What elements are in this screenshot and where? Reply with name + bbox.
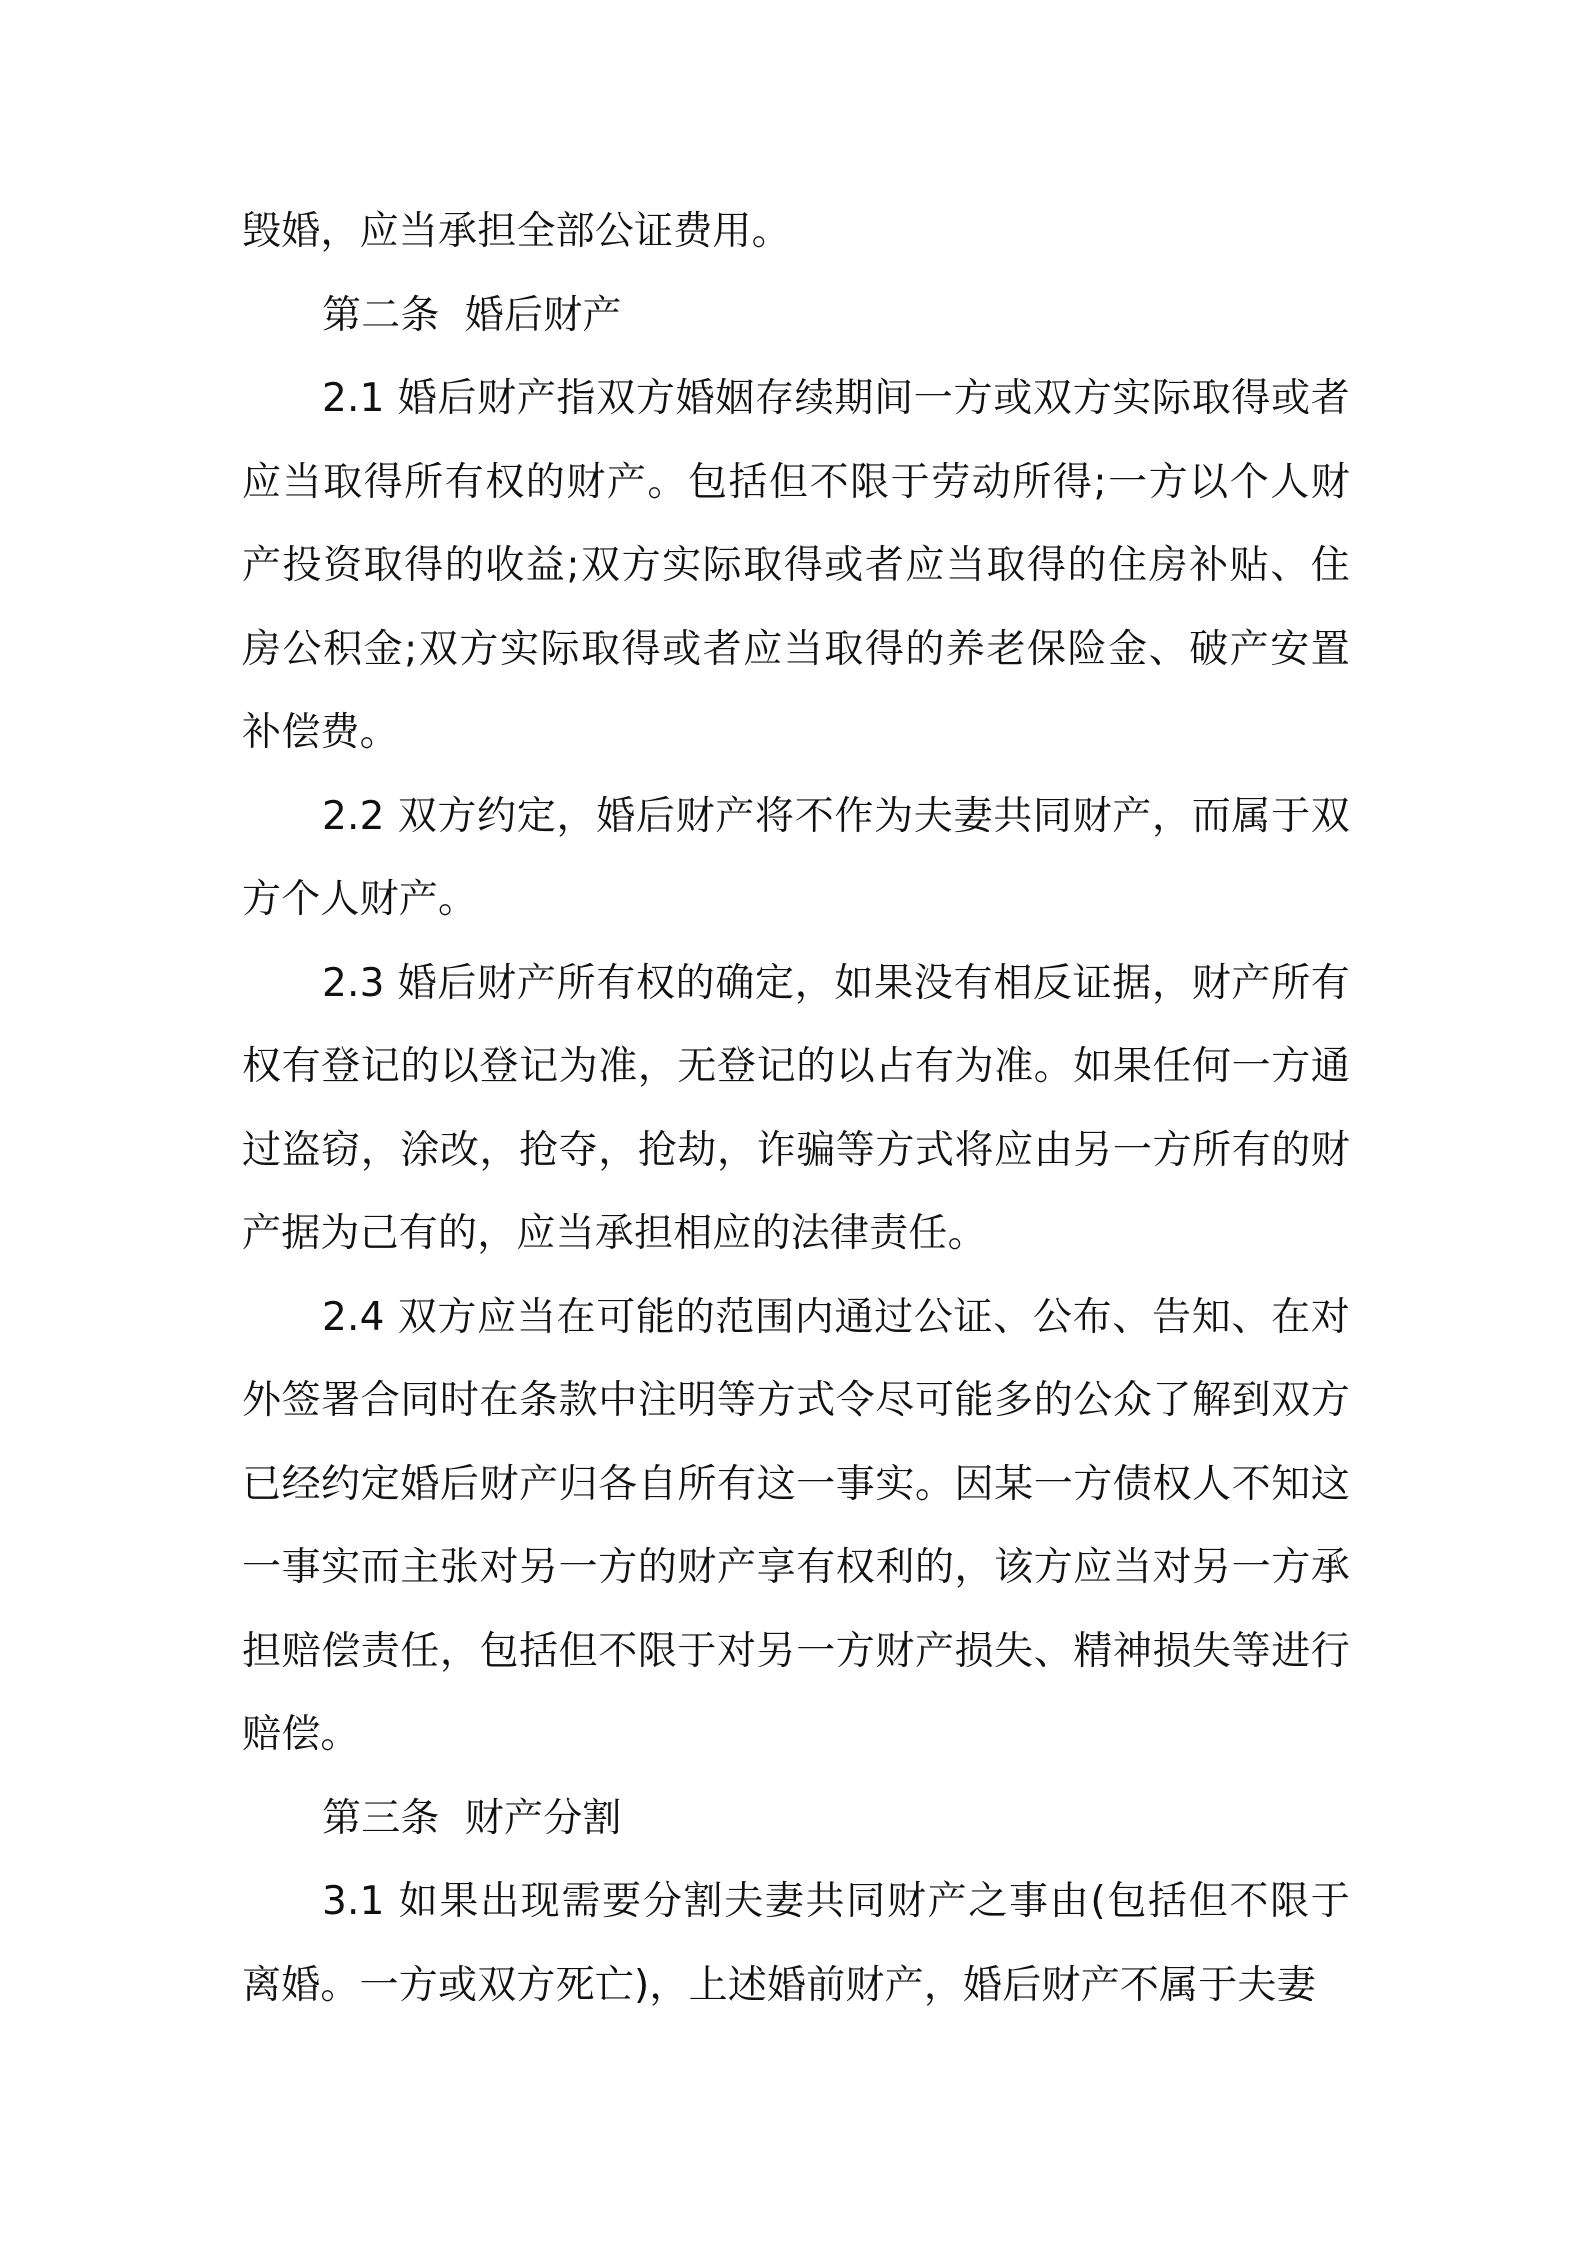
clause-2-4: 2.4 双方应当在可能的范围内通过公证、公布、告知、在对外签署合同时在条款中注明等方式令尽可能多的公众了解到双方已经约定婚后财产归各自所有这一事实。因某一方债权人不知这一事实而主张对另一方的财产享有权利的，该方应当对另一方承担赔偿责任，包括但不限于对另一方财产损失、精神损失等进行赔偿。 xyxy=(242,1294,1350,1757)
paragraph-continuation: 毁婚，应当承担全部公证费用。 xyxy=(242,209,791,254)
clause-2-2: 2.2 双方约定，婚后财产将不作为夫妻共同财产，而属于双方个人财产。 xyxy=(242,793,1350,922)
clause-3-1: 3.1 如果出现需要分割夫妻共同财产之事由(包括但不限于离婚。一方或双方死亡)，上述婚前财产，婚后财产不属于夫妻 xyxy=(242,1879,1350,2008)
document-body xyxy=(242,190,1350,2027)
section-heading-article-3: 第三条 财产分割 xyxy=(322,1795,622,1841)
section-heading-article-2: 第二条 婚后财产 xyxy=(322,292,622,338)
clause-2-3: 2.3 婚后财产所有权的确定，如果没有相反证据，财产所有权有登记的以登记为准，无登记的以占有为准。如果任何一方通过盗窃，涂改，抢夺，抢劫，诈骗等方式将应由另一方所有的财产据为己有的，应当承担相应的法律责任。 xyxy=(242,960,1350,1256)
clause-2-1: 2.1 婚后财产指双方婚姻存续期间一方或双方实际取得或者应当取得所有权的财产。包括但不限于劳动所得;一方以个人财产投资取得的收益;双方实际取得或者应当取得的住房补贴、住房公积金;双方实际取得或者应当取得的养老保险金、破产安置补偿费。 xyxy=(242,376,1350,755)
